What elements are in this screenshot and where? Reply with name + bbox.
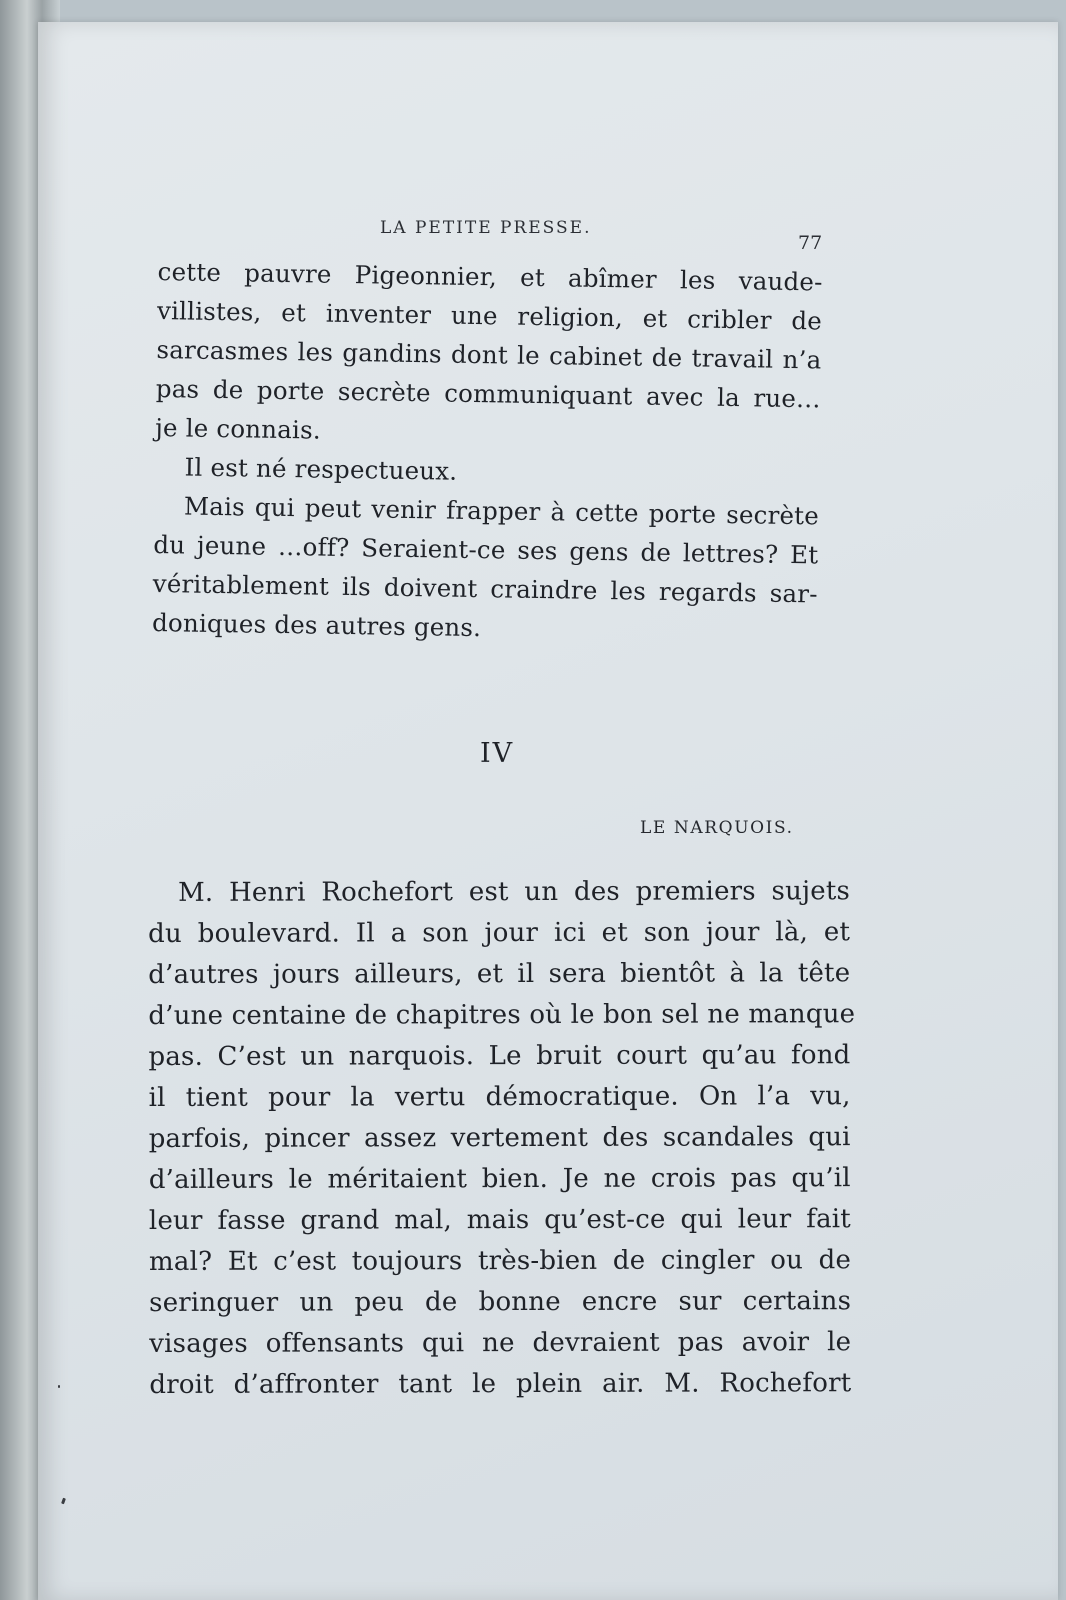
text-line: sarcasmes les gandins dont le cabinet de travail n’a xyxy=(156,334,822,375)
chapter-number: IV xyxy=(480,738,515,769)
text-line: véritablement ils doivent craindre les regards sar- xyxy=(152,568,818,609)
text-line: d’ailleurs le méritaient bien. Je ne crois pas qu’il xyxy=(148,1163,851,1195)
text-line: pas de porte secrète communiquant avec la rue… xyxy=(155,373,822,414)
chapter-title: LE NARQUOIS. xyxy=(640,818,794,838)
text-line: cette pauvre Pigeonnier, et abîmer les vaude- xyxy=(157,256,823,297)
text-line: droit d’affronter tant le plein air. M. Rochefort xyxy=(149,1368,852,1400)
text-line: M. Henri Rochefort est un des premiers sujets xyxy=(178,876,851,908)
text-line: leur fasse grand mal, mais qu’est-ce qui leur fait xyxy=(148,1204,851,1236)
running-title: LA PETITE PRESSE. xyxy=(380,218,592,238)
text-line: il tient pour la vertu démocratique. On l’a vu, xyxy=(148,1081,851,1113)
text-line: Il est né respectueux. xyxy=(184,452,458,486)
top-paragraphs xyxy=(152,252,823,652)
text-line: du jeune …off? Seraient-ce ses gens de lettres? Et xyxy=(153,529,819,570)
text-line: pas. C’est un narquois. Le bruit court qu’au fond xyxy=(148,1040,851,1072)
text-line: seringuer un peu de bonne encre sur certains xyxy=(149,1286,852,1318)
chapter-body xyxy=(148,871,856,1406)
text-line: du boulevard. Il a son jour ici et son jour là, et xyxy=(148,917,851,949)
text-line: parfois, pincer assez vertement des scandales qui xyxy=(148,1122,851,1154)
text-line: je le connais. xyxy=(155,412,322,445)
text-line: Mais qui peut venir frapper à cette porte secrète xyxy=(183,491,820,531)
text-line: doniques des autres gens. xyxy=(151,607,482,643)
text-line: mal? Et c’est toujours très-bien de cingler ou de xyxy=(148,1245,852,1277)
page-number: 77 xyxy=(798,232,823,254)
text-line: visages offensants qui ne devraient pas avoir le xyxy=(149,1327,852,1359)
text-line: d’autres jours ailleurs, et il sera bientôt à la tête xyxy=(148,958,851,990)
text-line: d’une centaine de chapitres où le bon sel ne manque xyxy=(148,999,856,1031)
paper-speck xyxy=(58,1385,60,1388)
text-line: villistes, et inventer une religion, et cribler de xyxy=(156,295,823,336)
